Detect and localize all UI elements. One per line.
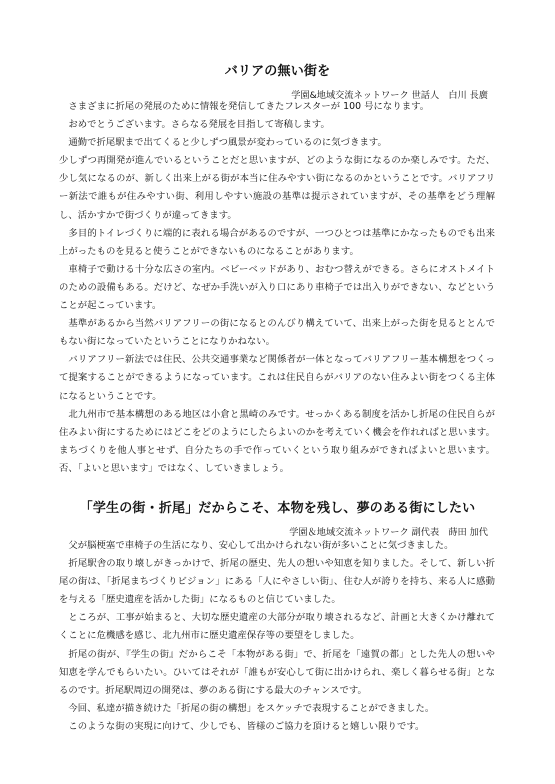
article2-paragraph: ところが、工事が始まると、大切な歴史遺産の大部分が取り壊されるなど、計画と大きくかけ離れてくことに危機感を感じ、北九州市に歴史遺産保存等の要望をしました。 [59,612,495,642]
article1-paragraph: バリアフリー新法では住民、公共交通事業など関係者が一体となってバリアフリー基本構想をつくって提案することができるようになっています。これは住民自らがバリアのない住みよい街をつくる主体になるということです。 [59,354,495,402]
article2-paragraph: このような街の実現に向けて、少しでも、皆様のご協力を頂けると嬉しい限りです。 [68,720,425,732]
article2-paragraph: 父が脳梗塞で車椅子の生活になり、安心して出かけられない街が多いことに気づきました。 [68,540,454,551]
article1-title: バリアの無い街を [224,64,331,79]
article1-paragraph: 少しずつ再開発が進んでいるということだと思いますが、どのような街になるのか楽しみです。ただ、少し気になるのが、新しく出来上がる街が本当に住みやすい街になるのかということです。バリアフリー新法で誰もが住みやすい街、利用しやすい施設の基準は提示されていますが、その基準をどう理解し、活かすかで街づくりが違ってきます。 [59,155,495,221]
article1-body [59,98,495,478]
article1-paragraph: 基準があるから当然バリアフリーの街になるとのんびり構えていて、出来上がった街を見るととんでもない街になっていたということになりかねない。 [59,318,495,348]
article2-body [59,537,495,736]
article1-byline: 学園&地域交流ネットワーク 世話人 白川 長廣 [291,90,488,101]
article1-paragraph: 多目的トイレづくりに端的に表れる場合があるのですが、一つひとつは基準にかなったものでも出来上がったものを見ると使うことができないものになることがあります。 [59,227,495,257]
article2-paragraph: 折尾の街が、『学生の街』だからこそ「本物がある街」で、折尾を「遠賀の都」とした先人の想いや知恵を学んでもらいたい。ひいてはそれが「誰もが安心して街に出かけられ、楽しく暮らせる街」となるのです。折尾駅周辺の開発は、夢のある街にする最大のチャンスです。 [59,648,495,696]
article1-paragraph: 北九州市で基本構想のある地区は小倉と黒崎のみです。せっかくある制度を活かし折尾の住民自らが住みよい街にするためにはどこをどのようにしたらよいのかを考えていく機会を作れればと思います。まちづくりを他人事とせず、自分たちの手で作っていくという取り組みができればよいと思います。否、「よいと思います」ではなく、していきましょう。 [59,408,495,474]
article2-byline: 学園＆地域交流ネットワーク 副代表 蒔田 加代 [289,527,488,538]
article1-paragraph: 車椅子で動ける十分な広さの室内。ベビーベッドがあり、おむつ替えができる。さらにオストメイトのための設備もある。だけど、なぜか手洗いが入り口にあり車椅子では出入りができない、などということが起こっています。 [59,263,495,312]
article1-paragraph: 通勤で折尾駅まで出てくると少しずつ風景が変わっているのに気づきます。 [68,137,387,149]
article2-paragraph: 折尾駅舎の取り壊しがきっかけで、折尾の歴史、先人の想いや知恵を知りました。そして、新しい折尾の街は、「折尾まちづくりビジョン」にある「人にやさしい街」、住む人が誇りを持ち、来る人に感動を与える「歴史遺産を活かした街」になるものと信じていました。 [59,558,495,606]
article1-paragraph: さまざまに折尾の発展のために情報を発信してきたフレスターが 100 号になります。 [68,101,430,112]
article2-paragraph: 今回、私達が描き続けた「折尾の街の構想」をスケッチで表現することができました。 [68,702,435,714]
article1-paragraph: おめでとうございます。さらなる発展を目指して寄稿します。 [68,119,330,131]
article2-title: 「学生の街・折尾」だからこそ、本物を残し、夢のある街にしたい [79,501,476,516]
